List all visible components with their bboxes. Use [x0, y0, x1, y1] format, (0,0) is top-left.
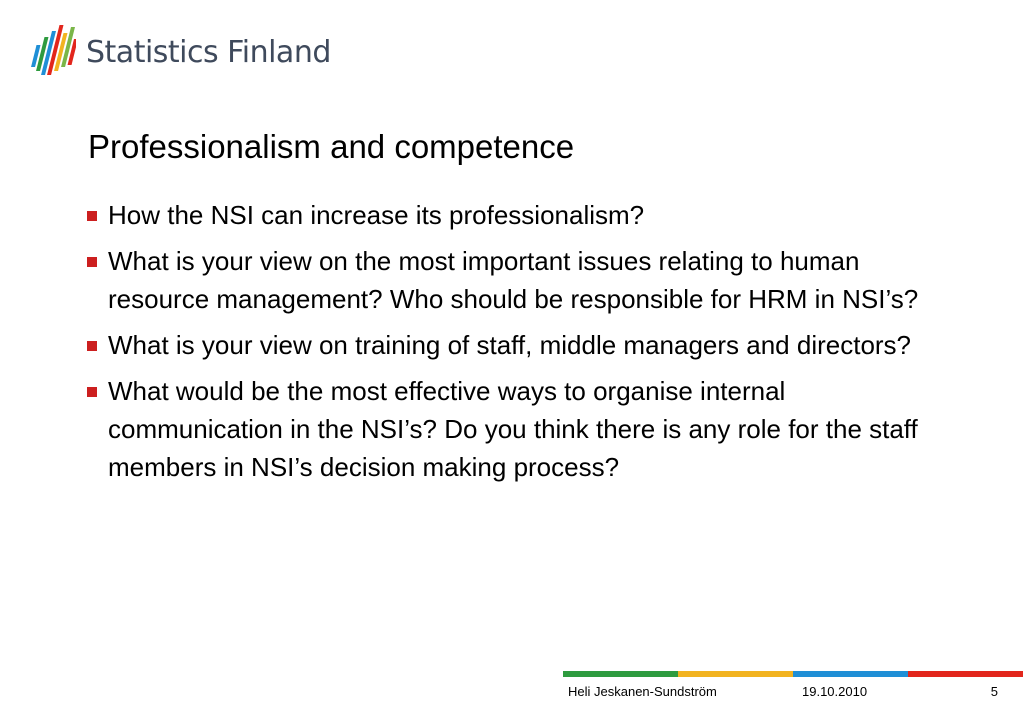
- bullet-item: [87, 326, 947, 364]
- statistics-finland-bars-icon: [30, 23, 76, 81]
- square-bullet-icon: [87, 387, 97, 397]
- bullet-text: What would be the most effective ways to organise internal communication in the NSI’s? Do you think there is any role for the staff members in NSI’s decision making process?: [108, 376, 918, 482]
- statistics-finland-logo: [30, 22, 331, 82]
- bullet-text: How the NSI can increase its professionalism?: [108, 200, 645, 230]
- bullet-item: [87, 372, 947, 486]
- bullet-text: What is your view on the most important issues relating to human resource management? Who should be responsible for HRM in NSI’s?: [108, 246, 919, 314]
- footer-author: Heli Jeskanen-Sundström: [568, 684, 717, 699]
- page-number: 5: [990, 684, 998, 699]
- square-bullet-icon: [87, 341, 97, 351]
- footer-bar-segment-green: [563, 671, 678, 677]
- bullet-item: [87, 242, 947, 318]
- bullet-text: What is your view on training of staff, middle managers and directors?: [108, 330, 912, 360]
- bullet-item: [87, 196, 947, 234]
- footer-color-bar: [563, 671, 1023, 677]
- slide-title: Professionalism and competence: [88, 128, 575, 165]
- footer-bar-segment-red: [908, 671, 1023, 677]
- footer-bar-segment-blue: [793, 671, 908, 677]
- square-bullet-icon: [87, 211, 97, 221]
- logo-text: Statistics Finland: [86, 34, 331, 70]
- square-bullet-icon: [87, 257, 97, 267]
- footer-date: 19.10.2010: [802, 684, 868, 699]
- bullet-list: [87, 196, 947, 494]
- footer-bar-segment-yellow: [678, 671, 793, 677]
